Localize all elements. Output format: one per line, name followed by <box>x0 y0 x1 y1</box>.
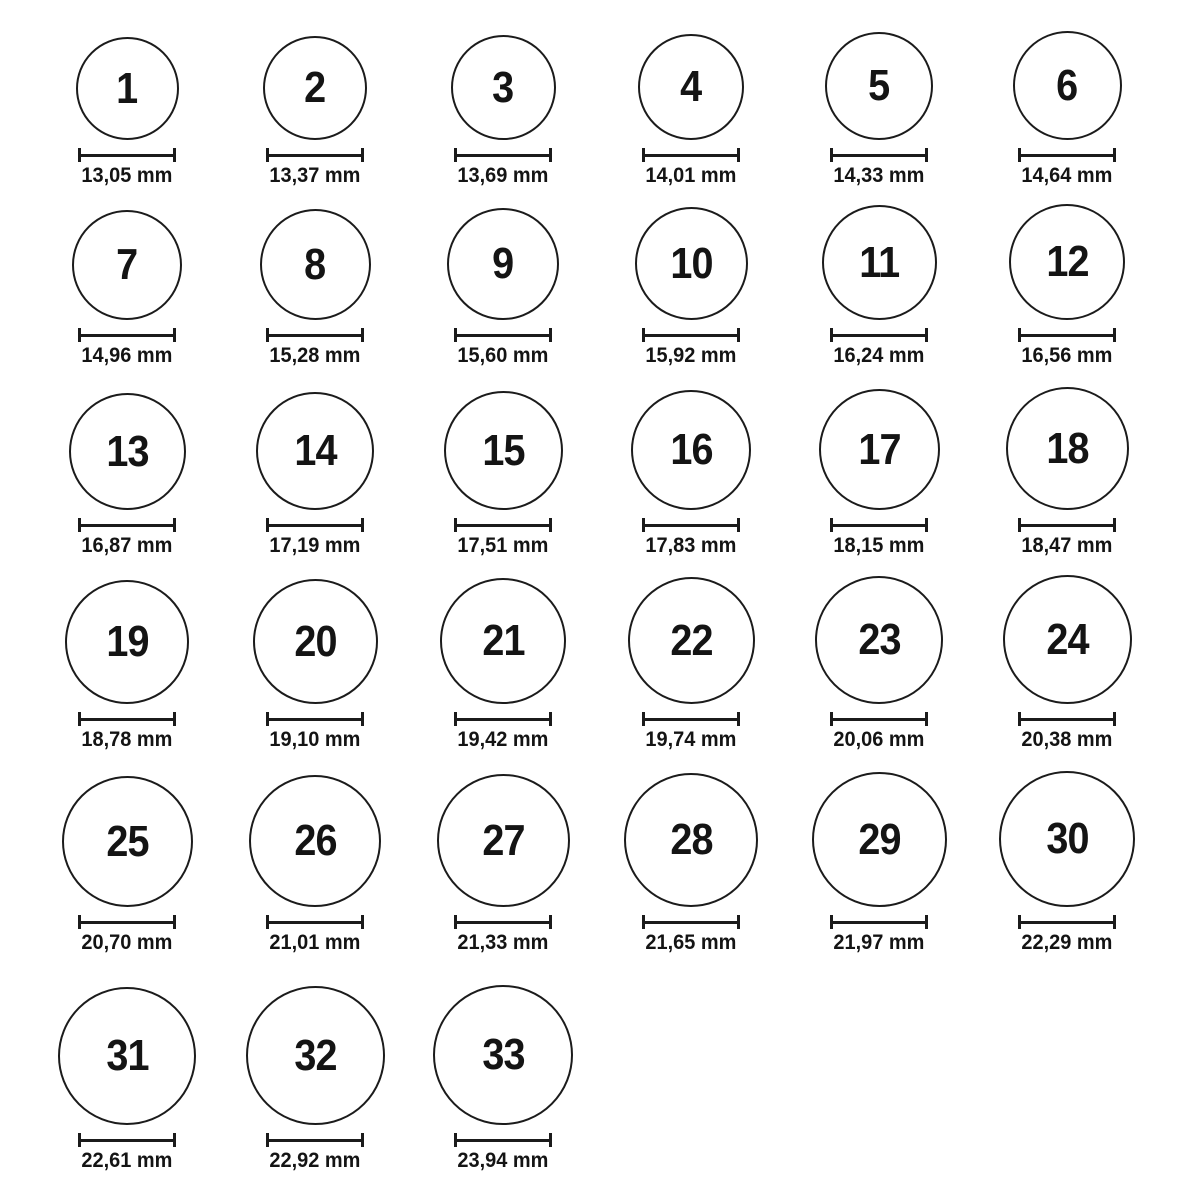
diameter-label: 18,15 mm <box>833 534 925 557</box>
ring-size-number: 32 <box>293 1030 337 1080</box>
measure-bar <box>833 154 925 157</box>
measure-bar <box>269 1139 361 1142</box>
ring-size-item <box>221 959 409 1177</box>
diameter-label: 21,65 mm <box>645 931 737 954</box>
ring-size-number: 13 <box>105 426 149 476</box>
diameter-label: 16,56 mm <box>1021 344 1113 367</box>
ring-size-item <box>409 2 597 192</box>
diameter-measure-line <box>1018 148 1116 162</box>
diameter-label: 15,92 mm <box>645 344 737 367</box>
ring-size-number: 20 <box>293 616 337 666</box>
ring-circle <box>58 987 196 1125</box>
measure-bar <box>269 334 361 337</box>
measure-bar <box>457 334 549 337</box>
measure-bar <box>833 718 925 721</box>
ring-size-item <box>973 372 1161 562</box>
right-tick <box>737 518 740 532</box>
right-tick <box>361 148 364 162</box>
diameter-measure-line <box>266 712 364 726</box>
ring-circle <box>638 34 744 140</box>
ring-circle <box>76 37 179 140</box>
measure-bar <box>81 1139 173 1142</box>
right-tick <box>925 328 928 342</box>
right-tick <box>737 712 740 726</box>
ring-circle <box>999 771 1135 907</box>
measure-bar <box>1021 718 1113 721</box>
ring-circle <box>437 774 570 907</box>
measure-bar <box>269 524 361 527</box>
diameter-label: 21,97 mm <box>833 931 925 954</box>
ring-size-number: 18 <box>1045 423 1089 473</box>
measure-bar <box>81 718 173 721</box>
ring-size-item <box>33 959 221 1177</box>
diameter-measure-line <box>830 518 928 532</box>
diameter-label: 23,94 mm <box>457 1149 549 1172</box>
ring-size-item <box>785 372 973 562</box>
measure-bar <box>1021 921 1113 924</box>
right-tick <box>549 915 552 929</box>
right-tick <box>549 712 552 726</box>
ring-size-number: 33 <box>481 1030 525 1079</box>
ring-circle <box>260 209 371 320</box>
ring-size-number: 28 <box>669 815 713 864</box>
diameter-measure-line <box>1018 328 1116 342</box>
ring-circle <box>62 776 193 907</box>
diameter-label: 17,83 mm <box>645 534 737 557</box>
right-tick <box>549 1133 552 1147</box>
ring-size-item <box>221 756 409 959</box>
ring-circle <box>253 579 378 704</box>
measure-bar <box>81 154 173 157</box>
ring-size-item <box>409 959 597 1177</box>
diameter-measure-line <box>266 915 364 929</box>
ring-circle <box>72 210 182 320</box>
diameter-measure-line <box>642 518 740 532</box>
measure-bar <box>81 921 173 924</box>
measure-bar <box>645 524 737 527</box>
right-tick <box>173 712 176 726</box>
diameter-label: 20,38 mm <box>1021 728 1113 751</box>
diameter-label: 13,69 mm <box>457 164 549 187</box>
diameter-measure-line <box>454 1133 552 1147</box>
diameter-measure-line <box>830 712 928 726</box>
ring-circle <box>263 36 367 140</box>
diameter-label: 16,87 mm <box>81 534 173 557</box>
ring-circle <box>440 578 566 704</box>
right-tick <box>1113 328 1116 342</box>
ring-size-number: 6 <box>1056 60 1078 110</box>
diameter-label: 19,10 mm <box>269 728 361 751</box>
ring-size-number: 29 <box>857 814 901 864</box>
ring-size-number: 8 <box>304 239 326 289</box>
ring-size-item <box>33 372 221 562</box>
diameter-label: 19,42 mm <box>457 728 549 751</box>
diameter-measure-line <box>642 712 740 726</box>
ring-size-number: 4 <box>680 62 702 111</box>
measure-bar <box>833 921 925 924</box>
measure-bar <box>81 524 173 527</box>
right-tick <box>173 1133 176 1147</box>
right-tick <box>549 518 552 532</box>
measure-bar <box>833 334 925 337</box>
right-tick <box>925 148 928 162</box>
ring-size-item <box>409 756 597 959</box>
ring-circle <box>825 32 933 140</box>
diameter-label: 19,74 mm <box>645 728 737 751</box>
ring-size-item <box>597 2 785 192</box>
diameter-measure-line <box>454 915 552 929</box>
right-tick <box>173 148 176 162</box>
ring-circle <box>1003 575 1132 704</box>
diameter-measure-line <box>454 518 552 532</box>
ring-size-item <box>33 192 221 372</box>
right-tick <box>173 328 176 342</box>
right-tick <box>925 712 928 726</box>
right-tick <box>361 915 364 929</box>
diameter-measure-line <box>78 712 176 726</box>
right-tick <box>1113 518 1116 532</box>
measure-bar <box>81 334 173 337</box>
diameter-measure-line <box>642 915 740 929</box>
diameter-label: 15,60 mm <box>457 344 549 367</box>
ring-size-number: 21 <box>481 616 525 665</box>
ring-size-item <box>409 372 597 562</box>
diameter-label: 20,70 mm <box>81 931 173 954</box>
ring-size-number: 19 <box>105 617 149 666</box>
ring-circle <box>256 392 374 510</box>
ring-size-number: 2 <box>304 63 326 112</box>
measure-bar <box>269 718 361 721</box>
diameter-measure-line <box>78 1133 176 1147</box>
measure-bar <box>457 1139 549 1142</box>
ring-size-item <box>973 192 1161 372</box>
ring-size-number: 7 <box>116 240 138 289</box>
right-tick <box>361 518 364 532</box>
ring-size-item <box>33 756 221 959</box>
diameter-label: 22,29 mm <box>1021 931 1113 954</box>
ring-size-item <box>221 562 409 756</box>
ring-circle <box>246 986 385 1125</box>
diameter-measure-line <box>454 328 552 342</box>
ring-size-item <box>597 372 785 562</box>
diameter-label: 20,06 mm <box>833 728 925 751</box>
right-tick <box>173 915 176 929</box>
diameter-label: 18,47 mm <box>1021 534 1113 557</box>
diameter-label: 22,92 mm <box>269 1149 361 1172</box>
right-tick <box>361 328 364 342</box>
right-tick <box>361 712 364 726</box>
diameter-measure-line <box>266 518 364 532</box>
ring-circle <box>451 35 556 140</box>
ring-size-number: 14 <box>293 426 337 475</box>
ring-size-item <box>973 2 1161 192</box>
diameter-label: 18,78 mm <box>81 728 173 751</box>
ring-size-number: 22 <box>669 615 713 665</box>
measure-bar <box>457 154 549 157</box>
ring-size-number: 17 <box>857 424 901 474</box>
diameter-measure-line <box>266 328 364 342</box>
ring-circle <box>624 773 758 907</box>
diameter-label: 17,51 mm <box>457 534 549 557</box>
ring-circle <box>822 205 937 320</box>
ring-circle <box>1006 387 1129 510</box>
ring-size-item <box>785 562 973 756</box>
ring-circle <box>447 208 559 320</box>
diameter-measure-line <box>78 328 176 342</box>
right-tick <box>925 518 928 532</box>
measure-bar <box>645 334 737 337</box>
ring-circle <box>635 207 748 320</box>
diameter-label: 14,01 mm <box>645 164 737 187</box>
right-tick <box>737 328 740 342</box>
diameter-label: 22,61 mm <box>81 1149 173 1172</box>
ring-size-number: 16 <box>669 425 713 474</box>
diameter-label: 14,96 mm <box>81 344 173 367</box>
ring-size-item <box>785 192 973 372</box>
diameter-measure-line <box>1018 518 1116 532</box>
right-tick <box>549 328 552 342</box>
measure-bar <box>645 154 737 157</box>
diameter-measure-line <box>454 148 552 162</box>
diameter-measure-line <box>1018 712 1116 726</box>
diameter-measure-line <box>78 915 176 929</box>
diameter-label: 16,24 mm <box>833 344 925 367</box>
ring-size-item <box>33 562 221 756</box>
diameter-measure-line <box>830 148 928 162</box>
measure-bar <box>833 524 925 527</box>
ring-grid <box>33 2 1200 1177</box>
ring-circle <box>1013 31 1122 140</box>
ring-circle <box>628 577 755 704</box>
ring-size-item <box>597 756 785 959</box>
diameter-label: 17,19 mm <box>269 534 361 557</box>
diameter-label: 21,01 mm <box>269 931 361 954</box>
ring-size-number: 26 <box>293 816 337 865</box>
ring-size-number: 10 <box>669 238 713 288</box>
ring-size-item <box>597 562 785 756</box>
ring-size-item <box>597 192 785 372</box>
ring-size-number: 25 <box>105 816 149 866</box>
diameter-measure-line <box>830 915 928 929</box>
ring-size-item <box>409 192 597 372</box>
ring-size-number: 24 <box>1045 614 1089 664</box>
measure-bar <box>269 154 361 157</box>
ring-circle <box>433 985 573 1125</box>
ring-size-number: 12 <box>1045 237 1089 286</box>
diameter-measure-line <box>642 328 740 342</box>
right-tick <box>737 148 740 162</box>
ring-size-number: 27 <box>481 815 525 865</box>
diameter-label: 13,37 mm <box>269 164 361 187</box>
diameter-label: 15,28 mm <box>269 344 361 367</box>
measure-bar <box>1021 154 1113 157</box>
measure-bar <box>269 921 361 924</box>
ring-circle <box>249 775 381 907</box>
diameter-measure-line <box>78 518 176 532</box>
ring-size-item <box>785 2 973 192</box>
ring-size-number: 1 <box>116 63 138 113</box>
diameter-measure-line <box>642 148 740 162</box>
ring-circle <box>631 390 751 510</box>
right-tick <box>361 1133 364 1147</box>
ring-circle <box>65 580 189 704</box>
ring-size-number: 3 <box>492 62 514 112</box>
ring-size-item <box>973 562 1161 756</box>
measure-bar <box>1021 524 1113 527</box>
diameter-label: 14,33 mm <box>833 164 925 187</box>
measure-bar <box>457 718 549 721</box>
ring-circle <box>819 389 940 510</box>
ring-size-number: 23 <box>857 615 901 664</box>
diameter-measure-line <box>78 148 176 162</box>
ring-circle <box>69 393 186 510</box>
diameter-measure-line <box>1018 915 1116 929</box>
right-tick <box>1113 915 1116 929</box>
measure-bar <box>457 524 549 527</box>
diameter-measure-line <box>454 712 552 726</box>
diameter-measure-line <box>266 148 364 162</box>
measure-bar <box>645 718 737 721</box>
diameter-label: 14,64 mm <box>1021 164 1113 187</box>
diameter-label: 13,05 mm <box>81 164 173 187</box>
ring-size-number: 15 <box>481 425 525 475</box>
ring-size-number: 5 <box>868 61 890 110</box>
right-tick <box>1113 148 1116 162</box>
ring-size-item <box>221 192 409 372</box>
measure-bar <box>1021 334 1113 337</box>
right-tick <box>549 148 552 162</box>
ring-circle <box>444 391 563 510</box>
right-tick <box>173 518 176 532</box>
right-tick <box>737 915 740 929</box>
ring-size-item <box>221 372 409 562</box>
ring-size-number: 31 <box>105 1031 149 1080</box>
diameter-measure-line <box>830 328 928 342</box>
measure-bar <box>645 921 737 924</box>
right-tick <box>925 915 928 929</box>
ring-size-item <box>409 562 597 756</box>
ring-size-item <box>973 756 1161 959</box>
ring-size-item <box>785 756 973 959</box>
ring-size-item <box>33 2 221 192</box>
ring-circle <box>1009 204 1125 320</box>
ring-size-number: 11 <box>858 237 900 287</box>
right-tick <box>1113 712 1116 726</box>
ring-size-item <box>221 2 409 192</box>
ring-circle <box>812 772 947 907</box>
ring-size-number: 9 <box>492 239 514 288</box>
diameter-measure-line <box>266 1133 364 1147</box>
measure-bar <box>457 921 549 924</box>
ring-circle <box>815 576 943 704</box>
ring-size-number: 30 <box>1045 814 1089 863</box>
diameter-label: 21,33 mm <box>457 931 549 954</box>
